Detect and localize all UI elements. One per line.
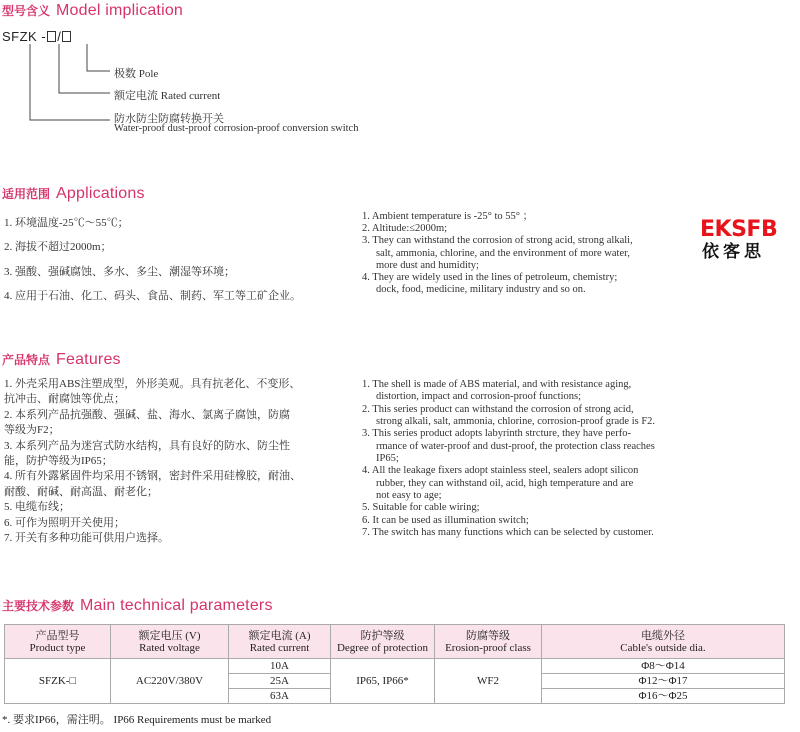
pole-label: 极数 Pole <box>114 68 159 80</box>
cell-voltage: AC220V/380V <box>111 659 229 704</box>
model-code <box>2 29 72 44</box>
rated-current-label: 额定电流 Rated current <box>114 90 221 102</box>
applications-list-cn <box>4 211 301 308</box>
header-protection: 防护等级 Degree of protection <box>331 625 435 659</box>
pole-placeholder-box <box>47 31 56 42</box>
features-cn-line: 3. 本系列产品为迷宫式防水结构，具有良好的防水、防尘性 <box>4 439 290 452</box>
cell-erosion: WF2 <box>435 659 542 704</box>
model-title-en: Model implication <box>56 2 184 19</box>
features-en-item: 2. This series product can withstand the corrosion of strong acid, strong alkali, salt, ammonia, chlorine, corrosion-proof grade is F2. <box>362 403 656 428</box>
cell-product-type: SFZK-□ <box>5 659 111 704</box>
cell-cable-dia: Φ12～Φ17 <box>542 674 785 689</box>
header-cable-dia: 电缆外径 Cable's outside dia. <box>542 625 785 659</box>
params-title-cn: 主要技术参数 <box>2 599 75 613</box>
table-row <box>5 659 785 674</box>
params-table <box>4 624 785 704</box>
features-cn-line: 5. 电缆布线； <box>4 501 70 514</box>
features-en-item: 5. Suitable for cable wiring; <box>362 502 480 514</box>
switch-name-en: Water-proof dust-proof corrosion-proof conversion switch <box>114 123 359 134</box>
features-list-en <box>362 379 655 539</box>
model-code-sep1: - <box>41 29 47 44</box>
cell-cable-dia: Φ8～Φ14 <box>542 659 785 674</box>
cell-cable-dia: Φ16～Φ25 <box>542 689 785 704</box>
switch-name-cn: 防水防尘防腐转换开关 <box>114 113 224 125</box>
brand-logo-text: EKSFB <box>700 217 778 242</box>
header-product-type: 产品型号 Product type <box>5 625 111 659</box>
applications-en-item: 2. Altitude:≤2000m; <box>362 223 448 235</box>
features-en-item: 3. This series product adopts labyrinth strcture, they have perfo- rmance of water-proof and dust-proof, the protection class reaches IP65; <box>362 428 655 465</box>
features-cn-line: 耐酸、耐碱、耐高温、耐老化； <box>4 485 158 498</box>
features-cn-line: 2. 本系列产品抗强酸、强碱、盐、海水、氯离子腐蚀，防腐 <box>4 408 290 421</box>
cell-current: 25A <box>229 674 331 689</box>
params-header-row <box>5 625 785 659</box>
cell-current: 63A <box>229 689 331 704</box>
features-cn-line: 抗冲击、耐腐蚀等优点； <box>4 393 125 406</box>
features-cn-line: 1. 外壳采用ABS注塑成型，外形美观。具有抗老化、不变形、 <box>4 378 301 390</box>
header-rated-current: 额定电流 (A) Rated current <box>229 625 331 659</box>
applications-cn-item: 4. 应用于石油、化工、码头、食品、制药、军工等工矿企业。 <box>4 289 301 302</box>
features-title <box>2 351 121 369</box>
params-title <box>2 597 273 615</box>
applications-cn-item: 3. 强酸、强碱腐蚀、多水、多尘、潮湿等环境； <box>4 265 235 278</box>
current-placeholder-box <box>62 31 71 42</box>
features-title-en: Features <box>56 351 121 368</box>
model-implication-title <box>2 2 183 20</box>
model-title-cn: 型号含义 <box>2 4 51 18</box>
features-cn-line: 4. 所有外露紧固件均采用不锈钢，密封件采用硅橡胶，耐油、 <box>4 470 301 483</box>
features-en-item: 1. The shell is made of ABS material, and with resistance aging, distortion, impact and corrosion-proof functions; <box>362 379 632 403</box>
applications-en-item: 1. Ambient temperature is -25° to 55° ； <box>362 211 534 222</box>
applications-title <box>2 185 145 203</box>
applications-title-cn: 适用范围 <box>2 187 51 201</box>
features-cn-line: 等级为F2； <box>4 424 60 437</box>
applications-en-item: 3. They can withstand the corrosion of strong acid, strong alkali, salt, ammonia, chlorine, and the environment of more water, more dust and humidity; <box>362 235 633 271</box>
cell-protection: IP65, IP66* <box>331 659 435 704</box>
features-cn-line: 6. 可作为照明开关使用； <box>4 516 125 529</box>
features-title-cn: 产品特点 <box>2 353 51 367</box>
applications-list-en <box>362 211 633 296</box>
model-code-sep2: / <box>57 29 62 44</box>
header-erosion: 防腐等级 Erosion-proof class <box>435 625 542 659</box>
applications-title-en: Applications <box>56 185 145 202</box>
features-en-item: 4. All the leakage fixers adopt stainless steel, sealers adopt silicon rubber, they can withstand oil, acid, high temperature and are not easy to age; <box>362 465 639 502</box>
features-cn-line: 能，防护等级为IP65； <box>4 455 113 468</box>
features-en-item: 6. It can be used as illumination switch; <box>362 514 529 526</box>
footnote: *. 要求IP66，需注明。 IP66 Requirements must be marked <box>2 714 272 726</box>
features-en-item: 7. The switch has many functions which can be selected by customer. <box>362 527 654 539</box>
features-list-cn <box>4 377 301 546</box>
model-code-prefix: SFZK <box>2 29 38 44</box>
cell-current: 10A <box>229 659 331 674</box>
header-rated-voltage: 额定电压 (V) Rated voltage <box>111 625 229 659</box>
applications-en-item: 4. They are widely used in the lines of petroleum, chemistry; dock, food, medicine, military industry and so on. <box>362 272 618 296</box>
applications-cn-item: 2. 海拔不超过2000m； <box>4 241 112 254</box>
brand-logo <box>700 218 796 264</box>
brand-logo-cn: 依客思 <box>702 242 765 262</box>
features-cn-line: 7. 开关有多种功能可供用户选择。 <box>4 532 169 545</box>
params-title-en: Main technical parameters <box>80 597 273 614</box>
applications-cn-item: 1. 环境温度-25℃～55℃； <box>4 217 129 229</box>
